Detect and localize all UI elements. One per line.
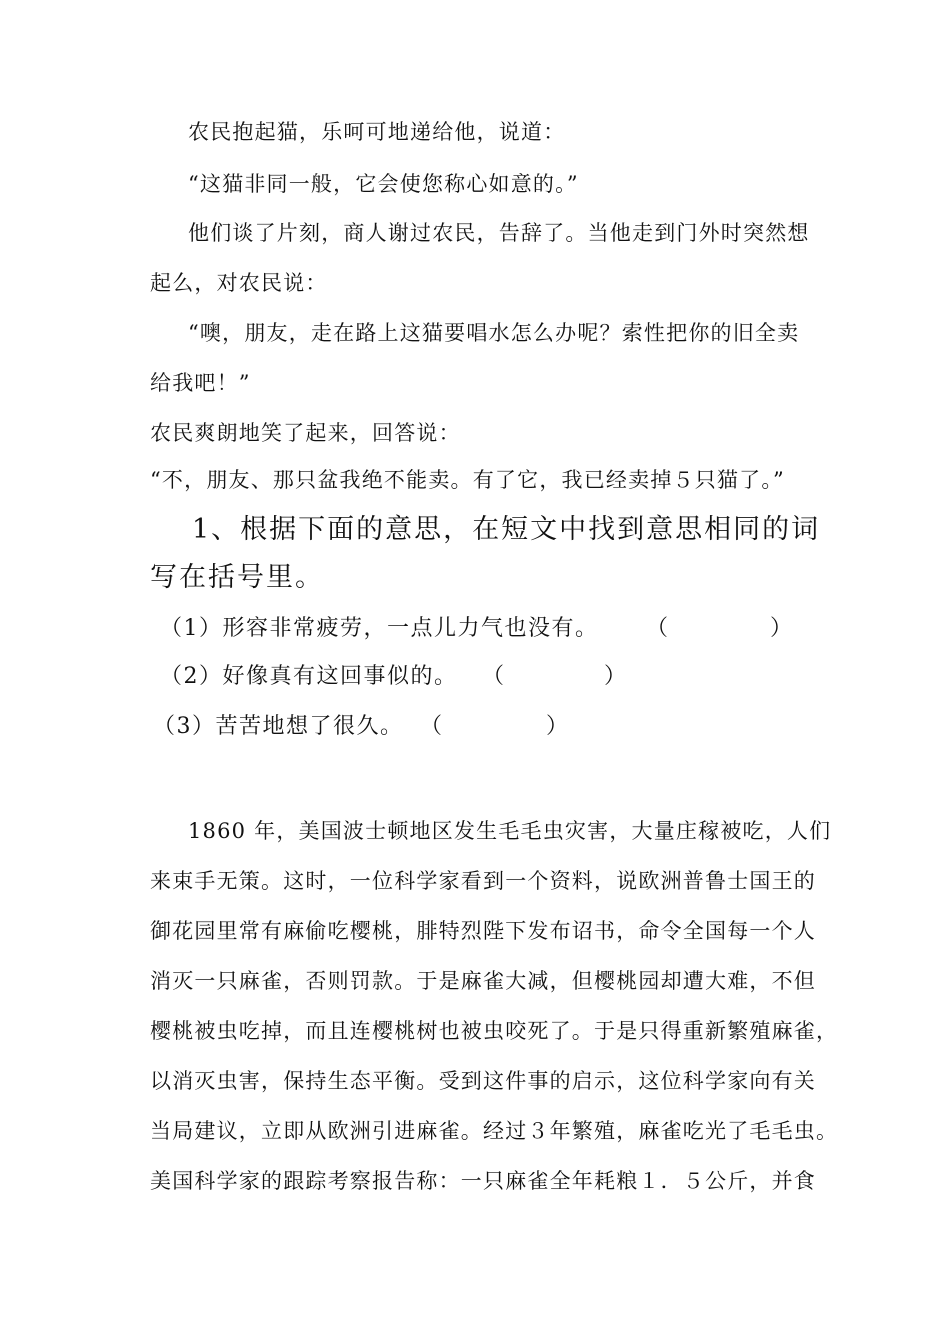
- answer-blank-3-close: ）: [546, 714, 570, 739]
- story2-line-2: 来束手无策。这时，一位科学家看到一个资料，说欧洲普鲁士国王的: [150, 869, 816, 893]
- story1-line-5: “噢，朋友，走在路上这猫要唱水怎么办呢？索性把你的旧全卖: [188, 321, 800, 345]
- story2-line-8: 美国科学家的跟踪考察报告称：一只麻雀全年耗粮１．５公斤，并食: [150, 1169, 816, 1193]
- answer-blank-2-open[interactable]: （: [482, 664, 506, 689]
- answer-blank-1-close: ）: [770, 616, 794, 641]
- story2-line-6: 以消灭虫害，保持生态平衡。受到这件事的启示，这位科学家向有关: [150, 1069, 816, 1093]
- story1-line-4: 起么，对农民说：: [150, 271, 328, 295]
- story2-line-7: 当局建议，立即从欧洲引进麻雀。经过３年繁殖，麻雀吃光了毛毛虫。: [150, 1119, 839, 1143]
- story2-line-5: 樱桃被虫吃掉，而且连樱桃树也被虫咬死了。于是只得重新繁殖麻雀，: [150, 1019, 839, 1043]
- story2-line-4: 消灭一只麻雀，否则罚款。于是麻雀大减，但樱桃园却遭大难，不但: [150, 969, 816, 993]
- answer-blank-3-open[interactable]: （: [420, 714, 444, 739]
- question-item-2-text: （2）好像真有这回事似的。: [160, 664, 458, 689]
- question-item-3: [153, 712, 404, 742]
- question-item-1-text: （1）形容非常疲劳，一点儿力气也没有。: [160, 616, 599, 641]
- answer-blank-2-close: ）: [604, 664, 628, 689]
- story1-line-3: 他们谈了片刻，商人谢过农民，告辞了。当他走到门外时突然想: [188, 221, 810, 245]
- story1-line-8: “不，朋友、那只盆我绝不能卖。有了它，我已经卖掉５只猫了。”: [150, 468, 785, 492]
- story1-line-1: 农民抱起猫，乐呵可地递给他，说道：: [188, 120, 566, 144]
- story2-line-3: 御花园里常有麻偷吃樱桃，腓特烈陛下发布诏书，命令全国每一个人: [150, 919, 816, 943]
- story1-line-6: 给我吧！”: [150, 371, 251, 395]
- answer-blank-1-open[interactable]: （: [646, 616, 670, 641]
- story1-line-2: “这猫非同一般，它会使您称心如意的。”: [188, 172, 579, 196]
- question-item-1: [160, 614, 599, 644]
- story1-line-7: 农民爽朗地笑了起来，回答说：: [150, 421, 461, 445]
- question-item-3-text: （3）苦苦地想了很久。: [153, 714, 404, 739]
- question-title-line-2: 写在括号里。: [150, 562, 324, 593]
- question-title-line-1: 1、根据下面的意思，在短文中找到意思相同的词: [192, 514, 821, 545]
- question-item-2: [160, 662, 458, 692]
- story2-line-1: 1860 年，美国波士顿地区发生毛毛虫灾害，大量庄稼被吃，人们: [188, 819, 832, 843]
